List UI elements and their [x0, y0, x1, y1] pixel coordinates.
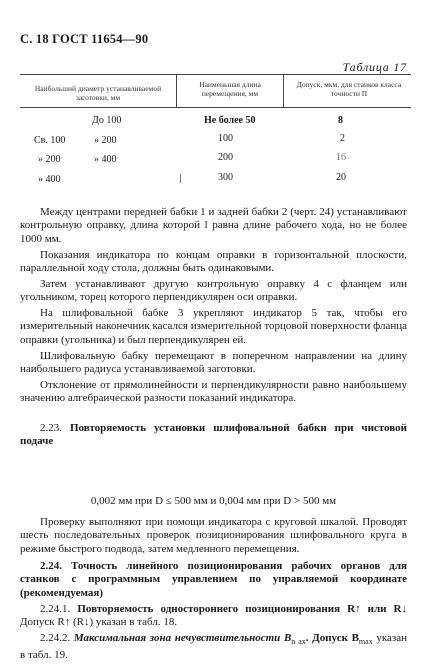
section-number: 2.23. — [40, 422, 62, 434]
section-2-24-heading — [20, 560, 407, 600]
section-text: Допуск R↑ (R↓) указан в табл. 18. — [20, 616, 178, 629]
table-cell-length: Не более 50 — [204, 115, 256, 126]
section-subscript: n ax — [291, 637, 306, 647]
tolerance-table — [20, 74, 411, 192]
table-cell-tolerance: 20 — [336, 172, 346, 183]
table-cell-tolerance: 2 — [340, 133, 345, 144]
section-number: 2.24.2. — [40, 632, 71, 644]
table-cell-tolerance: 8 — [338, 115, 343, 126]
tolerance-formula: 0,002 мм при D ≤ 500 мм и 0,004 мм при D > 500 мм — [90, 495, 337, 507]
table-cell-diameter-to: До 100 — [92, 115, 122, 126]
table-header-rule — [20, 107, 411, 108]
paragraph-head-move: Шлифовальную бабку перемещают в поперечном направлении на длину наибольшего радиуса устанавливаемой заготовки. — [20, 350, 407, 376]
section-number: 2.24.1. — [40, 603, 71, 615]
section-subscript: max — [358, 637, 373, 647]
table-header-diameter: Наибольший диаметр устанавливаемой заготовки, мм — [34, 84, 162, 102]
page-header: С. 18 ГОСТ 11654—90 — [20, 32, 149, 46]
paragraph-check-method: Проверку выполняют при помощи индикатора с круговой шкалой. Проводят шесть последовательных проверок позиционирования шлифовального круга в режиме быстрого подвода, затем медленного перемещения. — [20, 516, 407, 555]
table-header-tolerance: Допуск, мкм, для станков класса точности П — [296, 80, 402, 98]
table-cell-diameter-from: » 400 — [38, 174, 61, 185]
table-col-divider-1 — [176, 74, 177, 107]
section-title: Повторяемость одностороннего позиционирования R↑ или R↓ — [77, 603, 408, 615]
section-title: Точность линейного позиционирования рабочих органов для станков с программным управлением по управляемой координате (рекомендуемая) — [20, 560, 407, 599]
paragraph-second-mandrel: Затем устанавливают другую контрольную оправку 4 с фланцем или угольником, торец которого перпендикулярен оси оправки. — [20, 278, 407, 304]
table-cell-length: 200 — [218, 152, 233, 163]
table-cell-diameter-from: » 200 — [38, 154, 61, 165]
paragraph-horizontal-readings: Показания индикатора по концам оправки в горизонтальной плоскости, параллельной ходу стола, должны быть одинаковыми. — [20, 249, 407, 275]
table-stray-mark — [180, 174, 181, 183]
section-2-24-1 — [20, 603, 407, 630]
section-text: . Допуск B — [305, 632, 359, 644]
section-2-23-heading — [20, 422, 407, 449]
table-cell-tolerance: 16 — [336, 152, 346, 163]
section-title: Максимальная зона нечувствительности B — [73, 632, 292, 644]
table-caption: Таблица 17 — [342, 60, 407, 74]
table-col-divider-2 — [283, 74, 284, 107]
table-top-rule — [20, 74, 411, 75]
paragraph-indicator-mount: На шлифовальной бабке 3 укрепляют индикатор 5 так, чтобы его измерительный наконечник касался измерительной торцовой поверхности фланца оправки (угольника) и был перпендикулярен ей. — [20, 307, 407, 346]
table-cell-length: 300 — [218, 172, 233, 183]
table-cell-diameter-from: Св. 100 — [34, 135, 66, 146]
section-text: указан в табл. 19. — [20, 632, 408, 661]
paragraph-deviation: Отклонение от прямолинейности и перпендикулярности равно наибольшему значению алгебраической разности показаний индикатора. — [20, 379, 407, 405]
table-header-length: Наименьшая длина перемещения, мм — [199, 80, 261, 98]
section-title: Повторяемость установки шлифовальной бабки при чистовой подаче — [20, 422, 407, 448]
section-2-24-2 — [20, 632, 407, 662]
table-cell-length: 100 — [218, 133, 233, 144]
paragraph-center-setup: Между центрами передней бабки 1 и задней бабки 2 (черт. 24) устанавливают контрольную оправку, длина которой l равна длине рабочего хода, но не более 1000 мм. — [20, 206, 407, 245]
table-cell-diameter-to: » 400 — [94, 154, 117, 165]
section-number: 2.24. — [40, 560, 62, 572]
table-cell-diameter-to: » 200 — [94, 135, 117, 146]
